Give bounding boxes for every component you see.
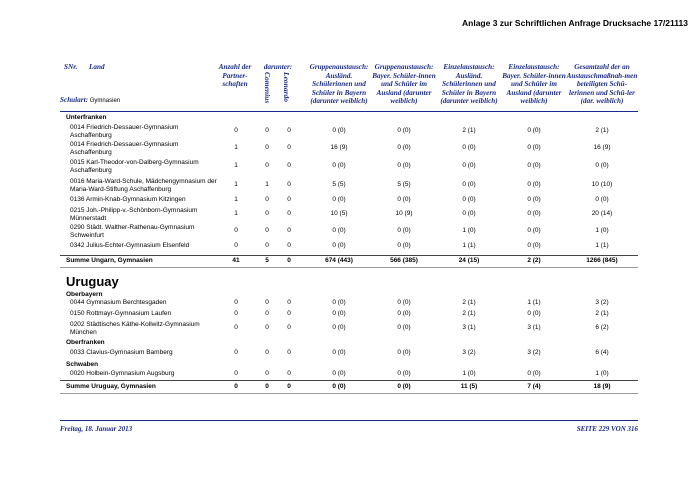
cell-gesamt: 2 (1) — [595, 127, 609, 134]
cell-einzel-in: 0 (0) — [462, 196, 476, 203]
cell-gesamt: 20 (14) — [591, 210, 613, 217]
cell-gruppen-in: 0 (0) — [332, 162, 346, 169]
cell-einzel-out: 0 (0) — [527, 127, 541, 134]
cell-comenius: 0 — [265, 324, 269, 331]
anzahl-header: Anzahl der Partner-schaften — [218, 63, 252, 89]
cell-einzel-in: 0 (0) — [462, 162, 476, 169]
sum-gesamt: 18 (9) — [593, 383, 611, 390]
cell-anzahl: 0 — [234, 242, 238, 249]
cell-anzahl: 0 — [234, 370, 238, 377]
cell-einzel-out: 0 (0) — [527, 196, 541, 203]
cell-anzahl: 1 — [234, 196, 238, 203]
cell-leonardo: 0 — [287, 310, 291, 317]
sum-gruppen-in: 0 (0) — [332, 383, 346, 390]
cell-gruppen-in: 5 (5) — [332, 181, 346, 188]
cell-gruppen-out: 0 (0) — [397, 299, 411, 306]
sum-label: Summe Ungarn, Gymnasien — [66, 257, 153, 264]
cell-gesamt: 16 (9) — [593, 144, 611, 151]
attachment-title: Anlage 3 zur Schriftlichen Anfrage Drucksache 17/21113 — [462, 18, 688, 28]
cell-leonardo: 0 — [287, 227, 291, 234]
cell-gesamt: 0 (0) — [595, 196, 609, 203]
cell-comenius: 0 — [265, 144, 269, 151]
darunter-header: darunter: — [263, 63, 293, 71]
cell-gruppen-out: 0 (0) — [397, 242, 411, 249]
sum-leonardo: 0 — [287, 383, 291, 390]
table-header — [60, 58, 638, 112]
cell-leonardo: 0 — [287, 196, 291, 203]
school-name: 0020 Holbein-Gymnasium Augsburg — [70, 370, 175, 377]
school-name: 0215 Joh.-Philipp-v.-Schönborn-Gymnasium Münnerstadt — [70, 207, 198, 222]
sum-rule-uruguay — [60, 380, 638, 381]
cell-einzel-out: 0 (0) — [527, 227, 541, 234]
cell-gruppen-in: 10 (5) — [330, 210, 348, 217]
cell-einzel-out: 0 (0) — [527, 242, 541, 249]
cell-gruppen-in: 0 (0) — [332, 196, 346, 203]
cell-comenius: 0 — [265, 210, 269, 217]
cell-comenius: 0 — [265, 196, 269, 203]
cell-comenius: 0 — [265, 349, 269, 356]
sum-einzel-out: 7 (4) — [527, 383, 541, 390]
cell-gesamt: 1 (1) — [595, 242, 609, 249]
sum-gesamt: 1266 (845) — [586, 257, 618, 264]
cell-anzahl: 0 — [234, 349, 238, 356]
cell-comenius: 0 — [265, 127, 269, 134]
sum-comenius: 0 — [265, 383, 269, 390]
comenius-header: Comenius — [263, 72, 272, 104]
cell-gruppen-in: 0 (0) — [332, 324, 346, 331]
cell-gruppen-in: 0 (0) — [332, 299, 346, 306]
cell-gesamt: 10 (10) — [591, 181, 613, 188]
cell-anzahl: 1 — [234, 162, 238, 169]
cell-gruppen-out: 0 (0) — [397, 324, 411, 331]
col-gesamt-header: Gesamtzahl der an Austauschmaßnah-men beteiligten Schü-lerinnen und Schü-ler (dar. weiblich) — [566, 63, 638, 106]
cell-einzel-in: 0 (0) — [462, 210, 476, 217]
cell-leonardo: 0 — [287, 210, 291, 217]
cell-gruppen-in: 0 (0) — [332, 242, 346, 249]
cell-gesamt: 6 (2) — [595, 324, 609, 331]
section-schwaben: Schwaben — [66, 361, 99, 368]
cell-leonardo: 0 — [287, 370, 291, 377]
cell-leonardo: 0 — [287, 162, 291, 169]
footer-page-number: SEITE 229 VON 316 — [576, 425, 638, 433]
snr-header: SNr. — [64, 63, 78, 71]
cell-gesamt: 1 (0) — [595, 227, 609, 234]
cell-leonardo: 0 — [287, 144, 291, 151]
cell-gruppen-out: 0 (0) — [397, 370, 411, 377]
cell-comenius: 0 — [265, 227, 269, 234]
cell-anzahl: 0 — [234, 227, 238, 234]
land-header: Land — [89, 63, 105, 71]
header-rule — [60, 111, 638, 112]
cell-anzahl: 1 — [234, 210, 238, 217]
cell-anzahl: 0 — [234, 310, 238, 317]
cell-einzel-in: 0 (0) — [462, 181, 476, 188]
sum-comenius: 5 — [265, 257, 269, 264]
cell-leonardo: 0 — [287, 349, 291, 356]
cell-gruppen-in: 0 (0) — [332, 370, 346, 377]
cell-gruppen-out: 0 (0) — [397, 196, 411, 203]
school-name: 0014 Friedrich-Dessauer-Gymnasium Aschaffenburg — [70, 124, 179, 139]
sum-einzel-in: 24 (15) — [458, 257, 480, 264]
col-einzel-in-header: Einzelaustausch: Ausländ. Schülerinnen und Schüler in Bayern (darunter weiblich) — [440, 63, 498, 106]
cell-einzel-in: 1 (0) — [462, 370, 476, 377]
cell-gruppen-out: 0 (0) — [397, 310, 411, 317]
school-name: 0290 Städt. Walther-Rathenau-Gymnasium Schweinfurt — [70, 224, 195, 239]
cell-einzel-in: 2 (1) — [462, 127, 476, 134]
cell-einzel-in: 1 (0) — [462, 227, 476, 234]
section-oberbayern: Oberbayern — [66, 291, 103, 298]
leonardo-header: Leonardo — [282, 72, 291, 102]
school-name: 0044 Gymnasium Berchtesgaden — [70, 299, 167, 306]
cell-gruppen-in: 0 (0) — [332, 349, 346, 356]
cell-gruppen-in: 0 (0) — [332, 127, 346, 134]
sum-einzel-in: 11 (5) — [460, 383, 478, 390]
cell-gruppen-out: 0 (0) — [397, 162, 411, 169]
cell-gruppen-out: 10 (9) — [395, 210, 413, 217]
cell-einzel-in: 0 (0) — [462, 144, 476, 151]
cell-gruppen-in: 16 (9) — [330, 144, 348, 151]
cell-gesamt: 6 (4) — [595, 349, 609, 356]
col-gruppen-out-header: Gruppenaustausch: Bayer. Schüler-innen und Schüler im Ausland (darunter weiblich) — [372, 63, 436, 106]
schulart-value: Gymnasien — [89, 98, 121, 104]
sum-gruppen-in: 674 (443) — [325, 257, 353, 264]
end-rule — [60, 393, 638, 394]
cell-comenius: 0 — [265, 162, 269, 169]
cell-einzel-in: 3 (1) — [462, 324, 476, 331]
cell-einzel-in: 3 (2) — [462, 349, 476, 356]
cell-einzel-out: 0 (0) — [527, 370, 541, 377]
cell-gruppen-out: 0 (0) — [397, 349, 411, 356]
cell-comenius: 0 — [265, 242, 269, 249]
footer-date: Freitag, 18. Januar 2013 — [60, 425, 133, 433]
cell-einzel-out: 1 (1) — [527, 299, 541, 306]
cell-einzel-out: 0 (0) — [527, 162, 541, 169]
cell-gesamt: 0 (0) — [595, 162, 609, 169]
footer-rule — [60, 420, 638, 421]
section-unterfranken: Unterfranken — [66, 114, 107, 121]
cell-gruppen-out: 5 (5) — [397, 181, 411, 188]
cell-comenius: 0 — [265, 370, 269, 377]
sum-gruppen-out: 0 (0) — [397, 383, 411, 390]
cell-gesamt: 1 (0) — [595, 370, 609, 377]
col-gruppen-in-header: Gruppenaustausch: Ausländ. Schülerinnen und Schüler in Bayern (darunter weiblich) — [309, 63, 369, 106]
cell-einzel-in: 2 (1) — [462, 310, 476, 317]
cell-leonardo: 0 — [287, 127, 291, 134]
cell-leonardo: 0 — [287, 181, 291, 188]
cell-gruppen-out: 0 (0) — [397, 227, 411, 234]
cell-gruppen-out: 0 (0) — [397, 144, 411, 151]
cell-leonardo: 0 — [287, 242, 291, 249]
cell-comenius: 1 — [265, 181, 269, 188]
school-name: 0136 Armin-Knab-Gymnasium Kitzingen — [70, 196, 186, 203]
cell-einzel-out: 3 (2) — [527, 349, 541, 356]
cell-gruppen-out: 0 (0) — [397, 127, 411, 134]
cell-einzel-out: 0 (0) — [527, 310, 541, 317]
cell-gruppen-in: 0 (0) — [332, 227, 346, 234]
cell-einzel-out: 3 (1) — [527, 324, 541, 331]
sum-label: Summe Uruguay, Gymnasien — [66, 383, 156, 390]
cell-anzahl: 1 — [234, 181, 238, 188]
cell-comenius: 0 — [265, 310, 269, 317]
section-oberfranken: Oberfranken — [66, 339, 105, 346]
cell-einzel-in: 1 (1) — [462, 242, 476, 249]
cell-gesamt: 2 (1) — [595, 310, 609, 317]
cell-gruppen-in: 0 (0) — [332, 310, 346, 317]
cell-einzel-in: 2 (1) — [462, 299, 476, 306]
school-name: 0150 Rottmayr-Gymnasium Laufen — [70, 310, 172, 317]
school-name: 0342 Julius-Echter-Gymnasium Elsenfeld — [70, 242, 190, 249]
school-name: 0033 Clavius-Gymnasium Bamberg — [70, 349, 173, 356]
school-name: 0202 Städtisches Käthe-Kollwitz-Gymnasium München — [70, 321, 200, 336]
sum-anzahl: 41 — [232, 257, 240, 264]
country-heading-uruguay: Uruguay — [66, 274, 119, 289]
sum-anzahl: 0 — [234, 383, 238, 390]
sum-gruppen-out: 566 (385) — [390, 257, 418, 264]
cell-anzahl: 0 — [234, 127, 238, 134]
sum-rule — [60, 255, 638, 256]
col-einzel-out-header: Einzelaustausch: Bayer. Schüler-innen und Schüler im Ausland (darunter weiblich) — [502, 63, 566, 106]
school-name: 0015 Karl-Theodor-von-Dalberg-Gymnasium Aschaffenburg — [70, 159, 199, 174]
cell-gesamt: 3 (2) — [595, 299, 609, 306]
cell-comenius: 0 — [265, 299, 269, 306]
cell-einzel-out: 0 (0) — [527, 210, 541, 217]
cell-einzel-out: 0 (0) — [527, 181, 541, 188]
country-rule — [60, 267, 638, 268]
cell-anzahl: 1 — [234, 144, 238, 151]
school-name: 0014 Friedrich-Dessauer-Gymnasium Aschaffenburg — [70, 141, 179, 156]
school-name: 0016 Maria-Ward-Schule, Mädchengymnasium der Maria-Ward-Stiftung Aschaffenburg — [70, 178, 217, 193]
schulart-header — [60, 96, 120, 104]
cell-einzel-out: 0 (0) — [527, 144, 541, 151]
schulart-label: Schulart: — [60, 96, 88, 104]
cell-anzahl: 0 — [234, 324, 238, 331]
sum-einzel-out: 2 (2) — [527, 257, 541, 264]
sum-leonardo: 0 — [287, 257, 291, 264]
cell-anzahl: 0 — [234, 299, 238, 306]
cell-leonardo: 0 — [287, 299, 291, 306]
cell-leonardo: 0 — [287, 324, 291, 331]
